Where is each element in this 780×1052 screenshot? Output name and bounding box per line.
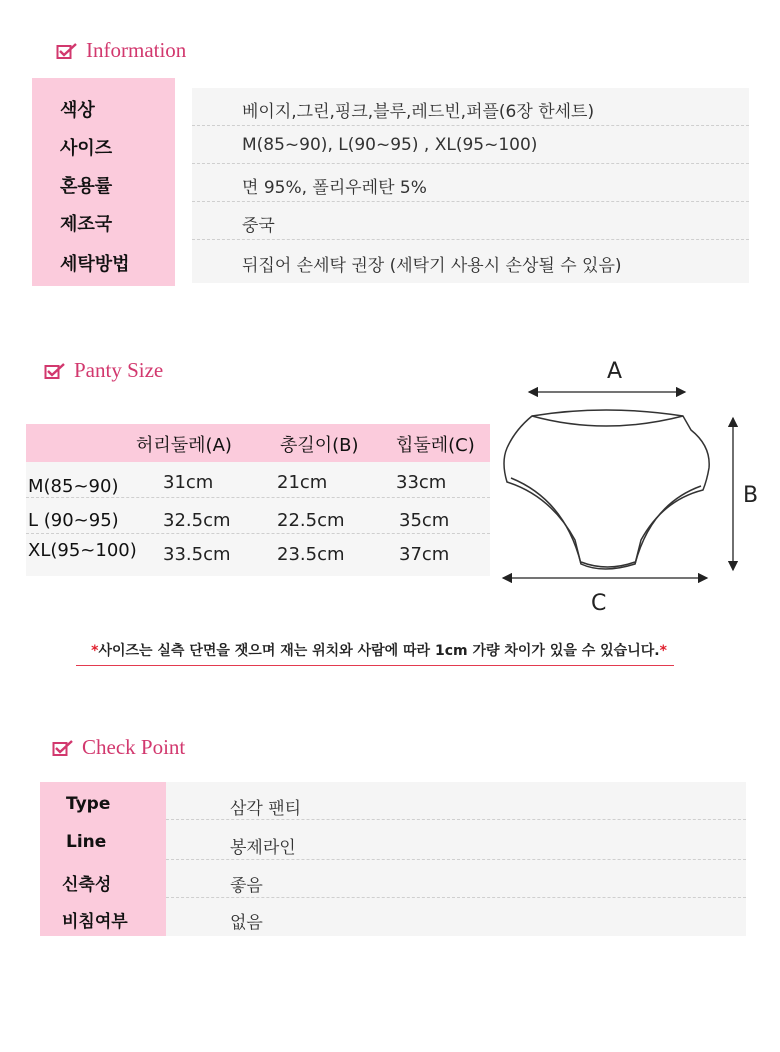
info-label: 혼용률 bbox=[60, 176, 113, 197]
size-table bbox=[26, 424, 490, 576]
note-star: * bbox=[659, 643, 667, 659]
info-value: 중국 bbox=[242, 216, 275, 236]
info-label: 제조국 bbox=[60, 214, 113, 235]
label-b: B bbox=[743, 483, 759, 508]
info-row bbox=[32, 126, 749, 164]
check-box-icon bbox=[52, 739, 74, 757]
size-cell: L (90~95) bbox=[28, 510, 119, 531]
check-value: 삼각 팬티 bbox=[230, 799, 302, 819]
note-underline bbox=[76, 665, 674, 666]
table-row bbox=[26, 534, 490, 570]
info-row bbox=[32, 164, 749, 202]
label-c: C bbox=[591, 591, 607, 616]
waist-cell: 31cm bbox=[163, 472, 214, 493]
length-cell: 21cm bbox=[277, 472, 328, 493]
table-row bbox=[26, 462, 490, 498]
check-value: 없음 bbox=[230, 913, 263, 933]
waist-cell: 32.5cm bbox=[163, 510, 231, 531]
check-row bbox=[40, 860, 746, 898]
check-row bbox=[40, 782, 746, 820]
info-value: 뒤집어 손세탁 권장 (세탁기 사용시 손상될 수 있음) bbox=[242, 256, 622, 276]
info-table bbox=[32, 78, 749, 286]
size-cell: M(85~90) bbox=[28, 476, 119, 497]
size-table-header bbox=[26, 424, 490, 462]
section-title-information bbox=[56, 38, 186, 63]
header-length: 총길이(B) bbox=[280, 435, 359, 456]
info-value: 면 95%, 폴리우레탄 5% bbox=[242, 178, 427, 198]
hip-cell: 37cm bbox=[399, 544, 450, 565]
info-label: 사이즈 bbox=[60, 138, 113, 159]
check-box-icon bbox=[56, 42, 78, 60]
check-label: 비침여부 bbox=[62, 912, 128, 932]
panty-size-diagram bbox=[495, 350, 770, 620]
size-cell: XL(95~100) bbox=[28, 540, 137, 561]
note-star: * bbox=[91, 643, 99, 659]
label-a: A bbox=[607, 359, 623, 384]
section-title-text: Panty Size bbox=[74, 358, 164, 382]
check-label: Type bbox=[66, 794, 111, 814]
info-value: 베이지,그린,핑크,블루,레드빈,퍼플(6장 한세트) bbox=[242, 102, 595, 122]
check-value: 좋음 bbox=[230, 876, 263, 896]
check-label: Line bbox=[66, 832, 107, 852]
check-label: 신축성 bbox=[62, 875, 112, 895]
length-cell: 22.5cm bbox=[277, 510, 345, 531]
check-point-table bbox=[40, 782, 746, 936]
header-waist: 허리둘레(A) bbox=[136, 435, 232, 456]
info-label: 세탁방법 bbox=[60, 254, 130, 275]
hip-cell: 33cm bbox=[396, 472, 447, 493]
panty-outline bbox=[504, 410, 709, 569]
check-row bbox=[40, 898, 746, 936]
section-title-panty-size bbox=[44, 358, 163, 383]
check-row bbox=[40, 822, 746, 860]
info-row bbox=[32, 202, 749, 240]
section-title-check-point bbox=[52, 735, 185, 760]
note-text: 사이즈는 실측 단면을 잿으며 재는 위치와 사람에 따라 1cm 가량 차이가 있을 수 있습니다. bbox=[98, 643, 660, 659]
info-row bbox=[32, 242, 749, 280]
check-value: 봉제라인 bbox=[230, 838, 296, 858]
waist-cell: 33.5cm bbox=[163, 544, 231, 565]
row-divider bbox=[192, 239, 749, 240]
info-label: 색상 bbox=[60, 100, 95, 121]
info-value: M(85~90), L(90~95) , XL(95~100) bbox=[242, 135, 538, 155]
info-row bbox=[32, 88, 749, 126]
table-row bbox=[26, 498, 490, 534]
header-hip: 힙둘레(C) bbox=[396, 435, 475, 456]
section-title-text: Information bbox=[86, 38, 187, 62]
size-note bbox=[74, 640, 684, 660]
row-divider bbox=[166, 819, 746, 820]
check-box-icon bbox=[44, 362, 66, 380]
hip-cell: 35cm bbox=[399, 510, 450, 531]
section-title-text: Check Point bbox=[82, 735, 186, 759]
length-cell: 23.5cm bbox=[277, 544, 345, 565]
